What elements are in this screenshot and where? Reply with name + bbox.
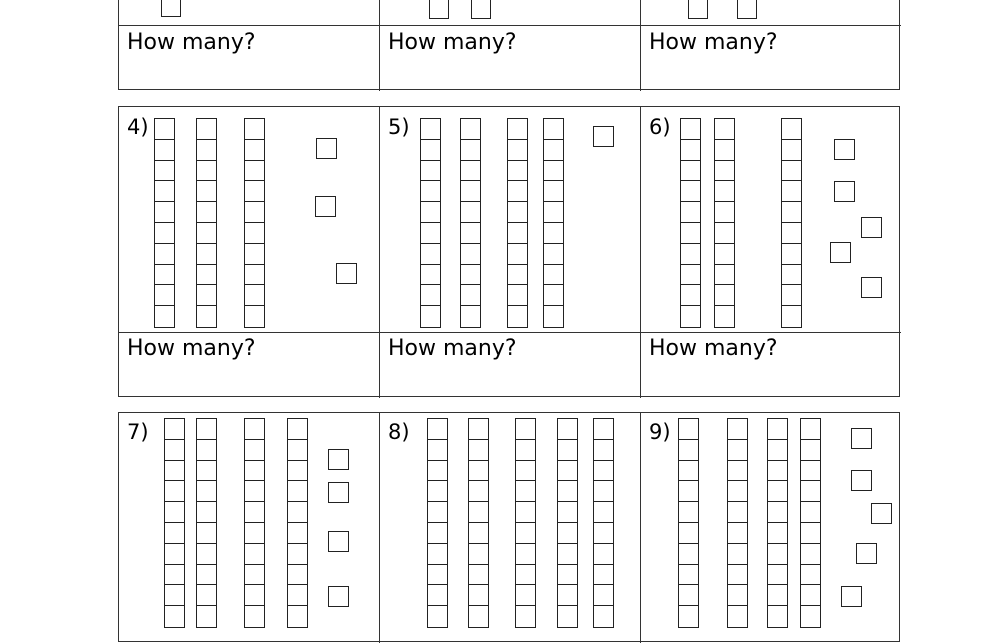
ones-cube — [841, 586, 862, 607]
ones-cube — [851, 428, 872, 449]
tens-rod — [154, 118, 175, 328]
ones-cube — [328, 449, 349, 470]
tens-rod — [244, 118, 265, 328]
tens-rod — [507, 118, 528, 328]
tens-rod — [767, 418, 788, 628]
ones-cube — [871, 503, 892, 524]
answer-prompt-1: How many? — [127, 30, 256, 55]
answer-prompt: How many? — [649, 336, 778, 361]
tens-rod — [420, 118, 441, 328]
problem-number: 8) — [388, 420, 410, 444]
ones-cube — [328, 482, 349, 503]
tens-rod — [714, 118, 735, 328]
ones-cube — [471, 0, 491, 19]
ones-cube — [851, 470, 872, 491]
ones-cube — [737, 0, 757, 19]
answer-prompt: How many? — [388, 336, 517, 361]
tens-rod — [515, 418, 536, 628]
ones-cube — [834, 181, 855, 202]
tens-rod — [678, 418, 699, 628]
ones-cube — [593, 126, 614, 147]
tens-rod — [196, 418, 217, 628]
ones-cube — [316, 138, 337, 159]
tens-rod — [800, 418, 821, 628]
problem-number: 6) — [649, 115, 671, 139]
ones-cube — [856, 543, 877, 564]
ones-cube — [861, 277, 882, 298]
ones-cube — [429, 0, 449, 19]
ones-cube — [861, 217, 882, 238]
ones-cube — [336, 263, 357, 284]
ones-cube — [834, 139, 855, 160]
answer-prompt: How many? — [127, 336, 256, 361]
tens-rod — [680, 118, 701, 328]
tens-rod — [727, 418, 748, 628]
tens-rod — [543, 118, 564, 328]
tens-rod — [427, 418, 448, 628]
tens-rod — [196, 118, 217, 328]
problem-number: 9) — [649, 420, 671, 444]
answer-prompt-3: How many? — [649, 30, 778, 55]
problem-number: 4) — [127, 115, 149, 139]
ones-cube — [328, 531, 349, 552]
tens-rod — [164, 418, 185, 628]
tens-rod — [593, 418, 614, 628]
ones-cube — [328, 586, 349, 607]
ones-cube — [830, 242, 851, 263]
tens-rod — [557, 418, 578, 628]
ones-cube — [161, 0, 181, 17]
tens-rod — [244, 418, 265, 628]
ones-cube — [315, 196, 336, 217]
tens-rod — [460, 118, 481, 328]
problem-number: 5) — [388, 115, 410, 139]
problem-number: 7) — [127, 420, 149, 444]
tens-rod — [468, 418, 489, 628]
tens-rod — [781, 118, 802, 328]
answer-prompt-2: How many? — [388, 30, 517, 55]
tens-rod — [287, 418, 308, 628]
ones-cube — [688, 0, 708, 19]
worksheet-row-1 — [118, 0, 900, 90]
